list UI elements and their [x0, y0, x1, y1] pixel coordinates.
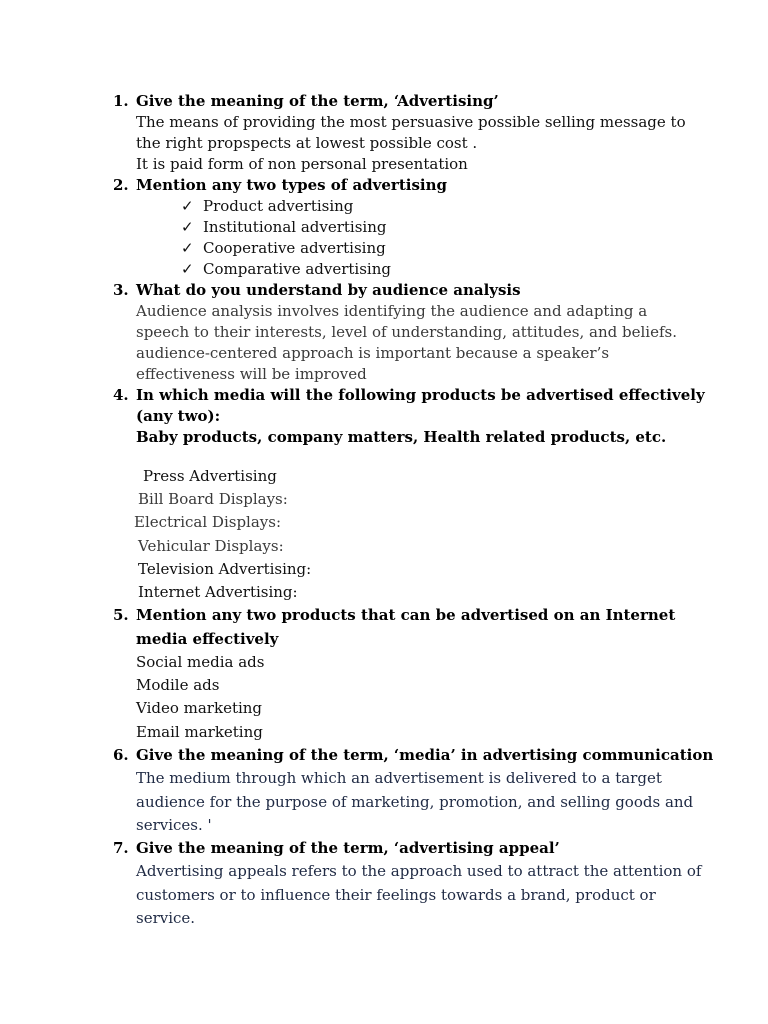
- checkmark-icon: ✓: [181, 197, 194, 215]
- checkmark-icon: ✓: [181, 218, 194, 236]
- list-item: Institutional advertising: [203, 218, 387, 236]
- question-number: 2.: [113, 176, 129, 194]
- answer-line: Audience analysis involves identifying the audience and adapting a: [136, 302, 648, 320]
- question-title: media effectively: [136, 630, 279, 648]
- question-number: 5.: [113, 606, 129, 624]
- list-item: Modile ads: [136, 676, 220, 694]
- list-item: Television Advertising:: [138, 560, 312, 578]
- list-item: Product advertising: [203, 197, 354, 215]
- question-title: (any two):: [136, 407, 221, 425]
- question-title: What do you understand by audience analysis: [136, 281, 521, 299]
- question-number: 3.: [113, 281, 129, 299]
- list-item: Email marketing: [136, 723, 263, 741]
- list-item: Press Advertising: [143, 467, 277, 485]
- answer-line: The means of providing the most persuasive possible selling message to: [136, 113, 686, 131]
- question-number: 4.: [113, 386, 129, 404]
- question-title: In which media will the following products be advertised effectively: [136, 386, 705, 404]
- list-item: Comparative advertising: [203, 260, 391, 278]
- list-item: Electrical Displays:: [134, 513, 282, 531]
- checkmark-icon: ✓: [181, 260, 194, 278]
- question-title: Mention any two types of advertising: [136, 176, 448, 194]
- question-title: Give the meaning of the term, ‘media’ in advertising communication: [136, 746, 714, 764]
- answer-line: audience for the purpose of marketing, promotion, and selling goods and: [136, 793, 694, 811]
- answer-line: It is paid form of non personal presentation: [136, 155, 468, 173]
- answer-line: effectiveness will be improved: [136, 365, 367, 383]
- answer-line: Advertising appeals refers to the approach used to attract the attention of: [136, 862, 702, 880]
- answer-line: service.: [136, 909, 196, 927]
- question-title: Give the meaning of the term, ‘advertising appeal’: [136, 839, 560, 857]
- question-title: Mention any two products that can be advertised on an Internet: [136, 606, 676, 624]
- answer-line: speech to their interests, level of understanding, attitudes, and beliefs.: [136, 323, 677, 341]
- list-item: Video marketing: [136, 699, 263, 717]
- answer-line: the right propspects at lowest possible cost .: [136, 134, 478, 152]
- list-item: Bill Board Displays:: [138, 490, 288, 508]
- answer-line: The medium through which an advertisement is delivered to a target: [136, 769, 662, 787]
- answer-line: services. ': [136, 816, 212, 834]
- question-title: Give the meaning of the term, ‘Advertising’: [136, 92, 499, 110]
- question-title: Baby products, company matters, Health related products, etc.: [136, 428, 667, 446]
- question-number: 7.: [113, 839, 129, 857]
- answer-line: audience-centered approach is important because a speaker’s: [136, 344, 610, 362]
- list-item: Internet Advertising:: [138, 583, 298, 601]
- list-item: Social media ads: [136, 653, 265, 671]
- list-item: Cooperative advertising: [203, 239, 386, 257]
- question-number: 6.: [113, 746, 129, 764]
- answer-line: customers or to influence their feelings towards a brand, product or: [136, 886, 656, 904]
- checkmark-icon: ✓: [181, 239, 194, 257]
- question-number: 1.: [113, 92, 129, 110]
- list-item: Vehicular Displays:: [138, 537, 284, 555]
